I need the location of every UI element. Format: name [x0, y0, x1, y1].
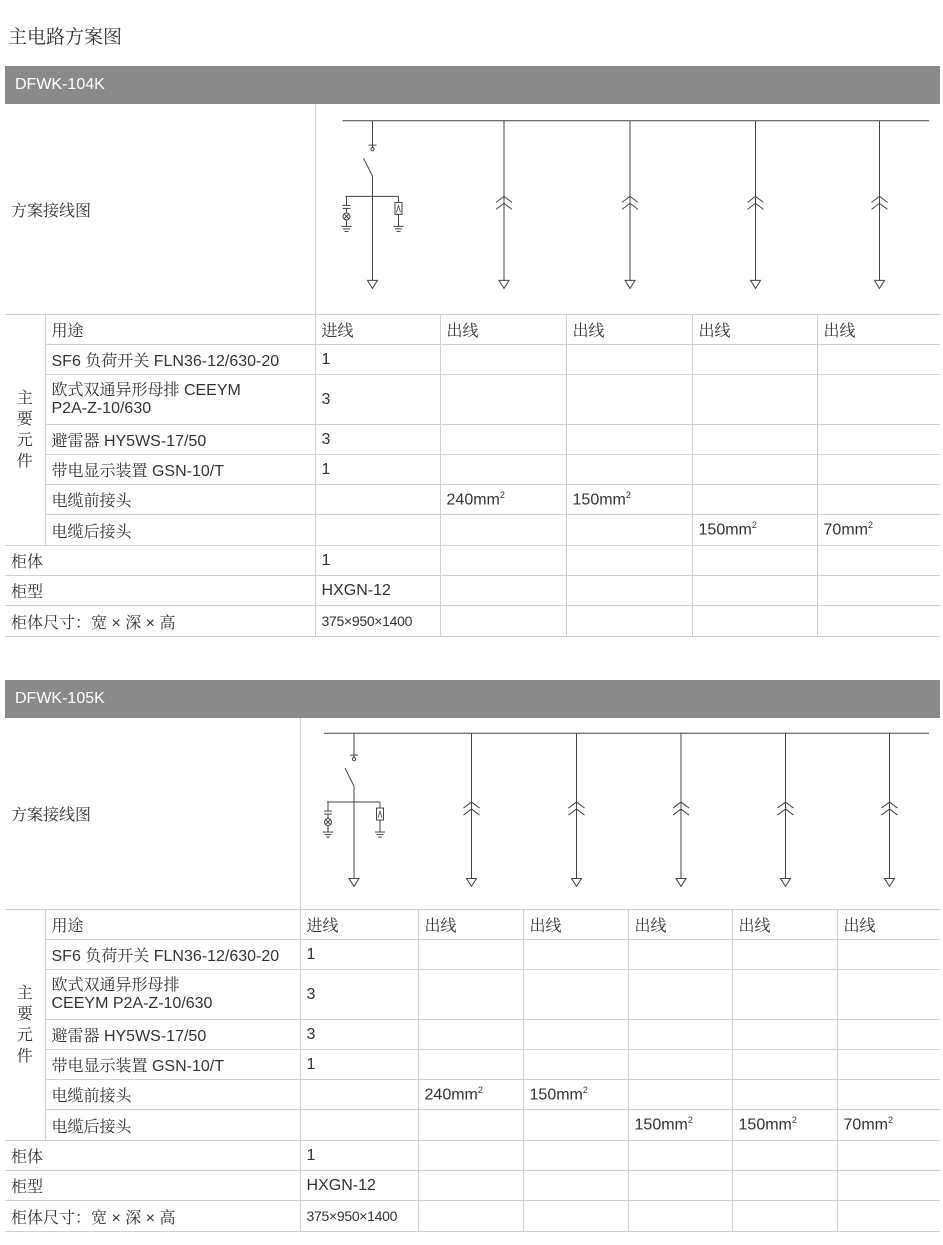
component-value — [300, 1080, 418, 1110]
component-value — [817, 345, 940, 375]
component-name: 电缆前接头 — [45, 1080, 300, 1110]
component-name: 电缆后接头 — [45, 1110, 300, 1141]
component-value — [300, 1020, 418, 1050]
single-line-diagram — [323, 733, 929, 886]
component-value — [837, 1080, 940, 1110]
cabinet-attribute-name: 柜型 — [5, 1171, 300, 1201]
cabinet-attribute-name: 柜型 — [5, 576, 315, 606]
column-header-feeder: 进线 — [315, 315, 440, 345]
value-text: 3 — [306, 1025, 316, 1043]
cable-end-symbol — [780, 878, 790, 886]
value-text: 70mm — [823, 521, 868, 539]
component-row — [5, 375, 940, 425]
column-header-feeder: 出线 — [732, 910, 837, 940]
empty-cell — [418, 1141, 523, 1171]
component-value — [566, 375, 692, 425]
component-value — [418, 970, 523, 1020]
component-value — [817, 375, 940, 425]
value-text: 1 — [306, 1055, 316, 1073]
scheme-section — [5, 680, 940, 1232]
column-header-feeder: 出线 — [628, 910, 732, 940]
cable-end-symbol — [499, 280, 509, 288]
empty-cell — [817, 546, 940, 576]
cable-end-symbol — [367, 280, 377, 288]
component-value — [523, 1110, 628, 1141]
unit-superscript: 2 — [791, 1115, 797, 1126]
component-value — [523, 1050, 628, 1080]
empty-cell — [837, 1201, 940, 1232]
component-value — [418, 1110, 523, 1141]
empty-cell — [440, 576, 566, 606]
empty-cell — [692, 546, 817, 576]
value-text: 1 — [306, 945, 316, 963]
column-header-feeder: 出线 — [817, 315, 940, 345]
component-name: 欧式双通异形母排 CEEYM P2A-Z-10/630 — [45, 970, 300, 1020]
component-name: 带电显示装置 GSN-10/T — [45, 455, 315, 485]
component-value — [440, 485, 566, 515]
component-value — [440, 345, 566, 375]
component-value — [418, 940, 523, 970]
component-value — [628, 1080, 732, 1110]
cabinet-row — [5, 606, 940, 637]
empty-cell — [523, 1171, 628, 1201]
component-value — [566, 345, 692, 375]
cable-end-symbol — [349, 878, 359, 886]
ground-symbol — [323, 832, 333, 837]
component-value — [300, 940, 418, 970]
cable-end-symbol — [676, 878, 686, 886]
empty-cell — [732, 1141, 837, 1171]
empty-cell — [566, 576, 692, 606]
surge-arrester-symbol — [376, 802, 383, 832]
cabinet-attribute-value: 375×950×1400 — [315, 606, 440, 637]
value-text: 70mm — [843, 1116, 888, 1134]
empty-cell — [440, 546, 566, 576]
component-value — [732, 1110, 837, 1141]
value-text: 150mm — [738, 1116, 792, 1134]
empty-cell — [628, 1171, 732, 1201]
component-row — [5, 1110, 940, 1141]
empty-cell — [566, 546, 692, 576]
component-value — [732, 1020, 837, 1050]
diagram-label: 方案接线图 — [5, 718, 300, 910]
component-value — [315, 455, 440, 485]
cable-end-symbol — [466, 878, 476, 886]
empty-cell — [732, 1171, 837, 1201]
scheme-model-header: DFWK-105K — [5, 680, 940, 718]
column-header-feeder: 出线 — [837, 910, 940, 940]
empty-cell — [418, 1171, 523, 1201]
component-value — [315, 515, 440, 546]
column-header-feeder: 出线 — [418, 910, 523, 940]
empty-cell — [628, 1201, 732, 1232]
empty-cell — [692, 606, 817, 637]
empty-cell — [692, 576, 817, 606]
value-text: 150mm — [634, 1116, 688, 1134]
scheme-model-header: DFWK-104K — [5, 66, 940, 104]
outgoing-feeder — [496, 121, 512, 289]
component-row — [5, 1080, 940, 1110]
single-line-diagram — [341, 121, 929, 289]
diagram-label: 方案接线图 — [5, 104, 315, 315]
main-components-group-label: 主 要 元 件 — [5, 315, 45, 546]
wiring-diagram-cell — [315, 104, 940, 315]
value-text: 150mm — [529, 1086, 583, 1104]
value-text: 1 — [321, 460, 331, 478]
component-value — [628, 970, 732, 1020]
component-value — [440, 455, 566, 485]
empty-cell — [837, 1141, 940, 1171]
empty-cell — [566, 606, 692, 637]
empty-cell — [817, 606, 940, 637]
component-value — [315, 425, 440, 455]
component-value — [732, 1050, 837, 1080]
column-header-purpose: 用途 — [45, 315, 315, 345]
component-name: SF6 负荷开关 FLN36-12/630-20 — [45, 940, 300, 970]
component-row — [5, 345, 940, 375]
cable-end-symbol — [750, 280, 760, 288]
cabinet-row — [5, 576, 940, 606]
empty-cell — [628, 1141, 732, 1171]
component-value — [566, 455, 692, 485]
load-switch-symbol — [363, 158, 372, 176]
component-value — [817, 455, 940, 485]
component-value — [315, 345, 440, 375]
cabinet-attribute-name: 柜体 — [5, 1141, 300, 1171]
component-value — [628, 1020, 732, 1050]
surge-arrester-symbol — [395, 196, 402, 226]
component-value — [300, 1110, 418, 1141]
cabinet-attribute-value: HXGN-12 — [315, 576, 440, 606]
component-row — [5, 1050, 940, 1080]
incoming-feeder — [341, 121, 403, 289]
cabinet-attribute-name: 柜体 — [5, 546, 315, 576]
cable-end-symbol — [625, 280, 635, 288]
component-table — [5, 718, 940, 1232]
component-table — [5, 104, 940, 637]
column-header-feeder: 出线 — [523, 910, 628, 940]
cabinet-attribute-value: HXGN-12 — [300, 1171, 418, 1201]
live-indicator-symbol — [342, 196, 350, 226]
component-value — [418, 1020, 523, 1050]
component-value — [418, 1050, 523, 1080]
wiring-diagram-cell — [300, 718, 940, 910]
outgoing-feeder — [622, 121, 638, 289]
component-row — [5, 970, 940, 1020]
empty-cell — [418, 1201, 523, 1232]
component-value — [628, 940, 732, 970]
component-value — [418, 1080, 523, 1110]
component-value — [817, 425, 940, 455]
unit-superscript: 2 — [751, 520, 757, 531]
component-value — [837, 940, 940, 970]
scheme-section — [5, 66, 940, 637]
cabinet-attribute-name: 柜体尺寸：宽 × 深 × 高 — [5, 606, 315, 637]
component-value — [837, 1020, 940, 1050]
component-name: 避雷器 HY5WS-17/50 — [45, 1020, 300, 1050]
component-value — [440, 425, 566, 455]
unit-superscript: 2 — [582, 1084, 588, 1095]
component-row — [5, 515, 940, 546]
empty-cell — [440, 606, 566, 637]
outgoing-feeder — [881, 733, 897, 886]
ground-symbol — [341, 226, 351, 231]
unit-superscript: 2 — [867, 520, 873, 531]
unit-superscript: 2 — [625, 489, 631, 500]
outgoing-feeder — [673, 733, 689, 886]
component-name: 欧式双通异形母排 CEEYM P2A-Z-10/630 — [45, 375, 315, 425]
cabinet-row — [5, 1171, 940, 1201]
component-value — [523, 970, 628, 1020]
component-value — [440, 515, 566, 546]
cabinet-attribute-value: 1 — [300, 1141, 418, 1171]
outgoing-feeder — [777, 733, 793, 886]
component-value — [566, 425, 692, 455]
component-row — [5, 940, 940, 970]
component-value — [566, 515, 692, 546]
component-name: SF6 负荷开关 FLN36-12/630-20 — [45, 345, 315, 375]
value-text: 3 — [321, 390, 331, 408]
value-text: 240mm — [446, 491, 500, 509]
component-name: 电缆前接头 — [45, 485, 315, 515]
cabinet-attribute-value: 1 — [315, 546, 440, 576]
incoming-feeder — [323, 733, 385, 886]
cable-end-symbol — [874, 280, 884, 288]
unit-superscript: 2 — [477, 1084, 483, 1095]
component-value — [732, 940, 837, 970]
column-header-feeder: 出线 — [566, 315, 692, 345]
component-value — [523, 1080, 628, 1110]
component-value — [315, 375, 440, 425]
component-row — [5, 455, 940, 485]
component-row — [5, 485, 940, 515]
component-value — [692, 425, 817, 455]
load-switch-symbol — [345, 768, 354, 786]
component-value — [523, 1020, 628, 1050]
column-header-feeder: 进线 — [300, 910, 418, 940]
outgoing-feeder — [747, 121, 763, 289]
page-title: 主电路方案图 — [8, 27, 123, 48]
column-header-feeder: 出线 — [692, 315, 817, 345]
component-value — [837, 1050, 940, 1080]
unit-superscript: 2 — [887, 1115, 893, 1126]
main-components-group-label: 主 要 元 件 — [5, 910, 45, 1141]
outgoing-feeder — [568, 733, 584, 886]
cabinet-row — [5, 546, 940, 576]
value-text: 150mm — [572, 491, 626, 509]
component-row — [5, 425, 940, 455]
cable-end-symbol — [571, 878, 581, 886]
wiring-diagram — [301, 718, 941, 909]
component-row — [5, 1020, 940, 1050]
outgoing-feeder — [871, 121, 887, 289]
component-value — [315, 485, 440, 515]
cabinet-row — [5, 1141, 940, 1171]
ground-symbol — [375, 832, 385, 837]
component-value — [440, 375, 566, 425]
component-value — [628, 1110, 732, 1141]
component-value — [692, 515, 817, 546]
empty-cell — [523, 1201, 628, 1232]
component-value — [817, 515, 940, 546]
component-value — [817, 485, 940, 515]
component-value — [300, 1050, 418, 1080]
live-indicator-symbol — [324, 802, 332, 832]
component-value — [692, 375, 817, 425]
outgoing-feeder — [463, 733, 479, 886]
component-value — [837, 970, 940, 1020]
column-header-purpose: 用途 — [45, 910, 300, 940]
component-value — [692, 485, 817, 515]
component-value — [566, 485, 692, 515]
component-value — [692, 345, 817, 375]
column-header-feeder: 出线 — [440, 315, 566, 345]
value-text: 3 — [321, 430, 331, 448]
component-name: 带电显示装置 GSN-10/T — [45, 1050, 300, 1080]
cabinet-attribute-name: 柜体尺寸：宽 × 深 × 高 — [5, 1201, 300, 1232]
component-value — [300, 970, 418, 1020]
component-value — [692, 455, 817, 485]
component-value — [732, 970, 837, 1020]
cabinet-row — [5, 1201, 940, 1232]
value-text: 150mm — [698, 521, 752, 539]
empty-cell — [732, 1201, 837, 1232]
component-value — [732, 1080, 837, 1110]
wiring-diagram — [316, 104, 941, 314]
component-value — [837, 1110, 940, 1141]
component-name: 电缆后接头 — [45, 515, 315, 546]
component-value — [523, 940, 628, 970]
cabinet-attribute-value: 375×950×1400 — [300, 1201, 418, 1232]
cable-end-symbol — [884, 878, 894, 886]
value-text: 1 — [321, 350, 331, 368]
empty-cell — [837, 1171, 940, 1201]
empty-cell — [817, 576, 940, 606]
value-text: 240mm — [424, 1086, 478, 1104]
component-value — [628, 1050, 732, 1080]
unit-superscript: 2 — [687, 1115, 693, 1126]
empty-cell — [523, 1141, 628, 1171]
component-name: 避雷器 HY5WS-17/50 — [45, 425, 315, 455]
unit-superscript: 2 — [499, 489, 505, 500]
value-text: 3 — [306, 985, 316, 1003]
ground-symbol — [393, 226, 403, 231]
